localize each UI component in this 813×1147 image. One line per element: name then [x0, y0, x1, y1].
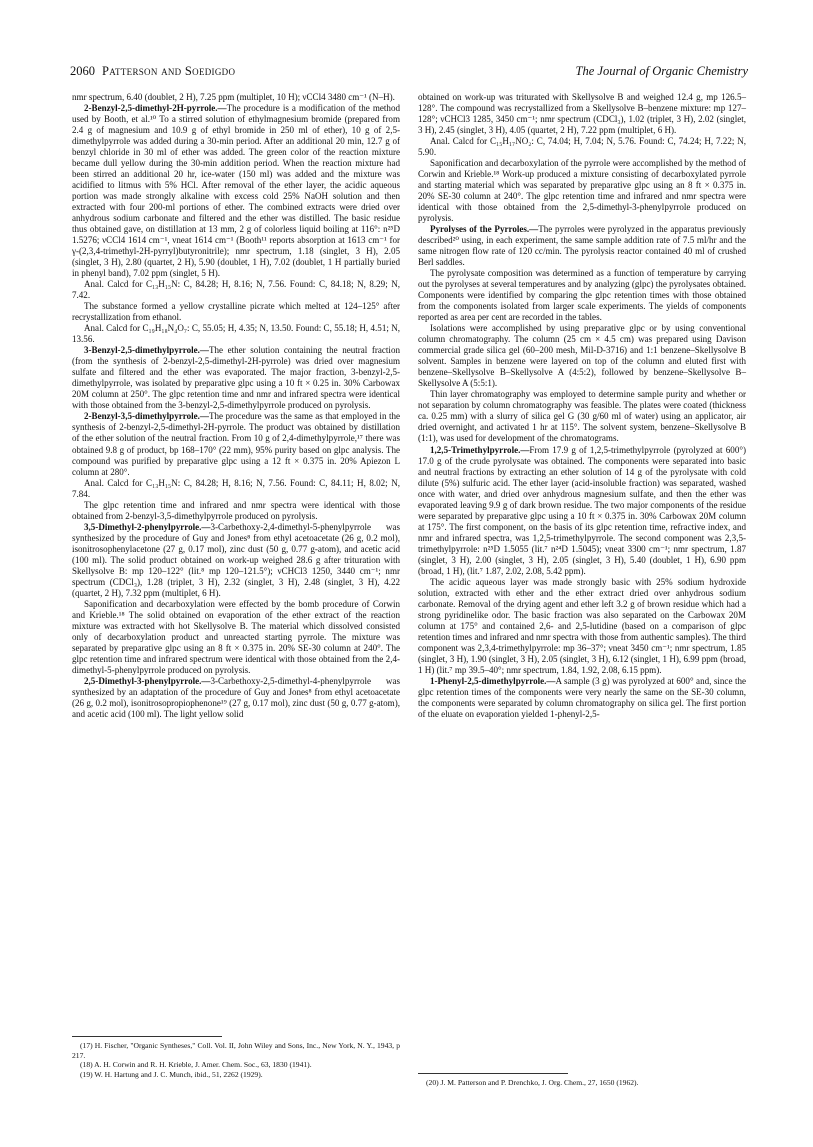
- paragraph-text: 3-Carbethoxy-2,4-dimethyl-5-phenylpyrrole was synthesized by the procedure of Guy and Jones⁸ from ethyl acetoacetate (26 g, 0.2 mol), isonitrosophenylacetone (27 g, 0.17 mol), zinc dust (50 g, 0.77 g-atom), and acetic acid (100 ml). The solid product obtained on work-up weighed 28.6 g after trituration with Skellysolve B: mp 120–122° (lit.⁸ mp 120–121.5°); νCHCl3 1250, 3440 cm⁻¹; nmr spectrum (CDCl₃), 1.28 (triplet, 3 H), 2.32 (singlet, 3 H), 2.48 (singlet, 3 H), 4.22 (quartet, 2 H), 7.32 ppm (multiplet, 6 H).: [72, 521, 400, 598]
- paragraph-text: Anal. Calcd for C₁₉H₁₈N₄O₇: C, 55.05; H, 4.35; N, 13.50. Found: C, 55.18; H, 4.51; N, 13.56.: [72, 323, 400, 345]
- paragraph: [418, 323, 746, 389]
- paragraph-text: From 17.9 g of 1,2,5-trimethylpyrrole (pyrolyzed at 600°) 17.0 g of the crude pyrolysate was obtained. The components were separated into basic and neutral fractions by extracting an ether solution of 14 g of the pyrolysate with cold dilute (5%) sulfuric acid. The ether layer (acid-insoluble fraction) was separated, washed once with water, and dried over anhydrous magnesium sulfate, and then the ether was evaporated leaving 9.9 g of dark brown residue. The two major components of the residue were separated by preparative glpc using a 10 ft × 0.375 in. 30% Carbowax 20M column at 175°. The first component, on the basis of its glpc retention time, refractive index, and nmr and infrared spectra, was 1,2,5-trimethylpyrrole. The second component was 2,3,5-trimethylpyrrole: n²⁵D 1.5055 (lit.⁷ n²⁴D 1.5045); νneat 3300 cm⁻¹; nmr spectrum, 1.87 (singlet, 3 H), 2.00 (singlet, 3 H), 2.05 (singlet, 3 H), 5.40 (doublet, 1 H), 6.90 ppm (broad, 1 H), (lit.⁷ 1.87, 2.02, 2.08, 5.42 ppm).: [418, 444, 746, 576]
- paragraph: [72, 599, 400, 676]
- paragraph-text: Anal. Calcd for C₁₃H₁₅N: C, 84.28; H, 8.16; N, 7.56. Found: C, 84.11; H, 8.02; N, 7.84.: [72, 477, 400, 499]
- footnote: (18) A. H. Corwin and R. H. Krieble, J. Amer. Chem. Soc., 63, 1830 (1941).: [80, 1060, 312, 1070]
- section-heading: 1-Phenyl-2,5-dimethylpyrrole.—: [430, 675, 556, 686]
- paragraph: [72, 478, 400, 500]
- paragraph-text: Anal. Calcd for C₁₅H₁₇NO₂: C, 74.04; H, 7.04; N, 5.76. Found: C, 74.24; H, 7.22; N, 5.90.: [418, 136, 746, 158]
- footnote-rule-left: [72, 1036, 222, 1037]
- paragraph: [72, 500, 400, 522]
- paragraph: [72, 92, 400, 103]
- paragraph-text: The acidic aqueous layer was made strongly basic with 25% sodium hydroxide solution, extracted with ether and the ether extract dried over anhydrous sodium carbonate. Removal of the drying agent and ether left 3.2 g of brown residue which had a strong pyridinelike odor. The basic fraction was also separated on the Carbowax 20M column at 175° and contained 2,6- and 2,5-lutidine (based on a comparison of glpc retention times and infrared and nmr spectra with those from authentic samples). The third component was 2,3,4-trimethylpyrrole: mp 36–37°; νneat 3450 cm⁻¹; nmr spectrum, 1.85 (singlet, 3 H), 1.90 (singlet, 3 H), 2.05 (singlet, 3 H), 6.12 (singlet, 1 H), 6.99 ppm (broad, 1 H) (lit.⁷ mp 39.5–40°; nmr spectrum, 1.84, 1.92, 2.08, 6.15 ppm).: [418, 576, 746, 675]
- paragraph: [418, 445, 746, 577]
- left-column: [72, 92, 400, 720]
- section-heading: 2,5-Dimethyl-3-phenylpyrrole.—: [84, 675, 211, 686]
- footnotes-left: [72, 1041, 400, 1079]
- footnote-rule-right: [418, 1073, 568, 1074]
- footnote: (19) W. H. Hartung and J. C. Munch, ibid., 51, 2262 (1929).: [80, 1069, 263, 1079]
- paragraph: [418, 92, 746, 136]
- paragraph: [72, 345, 400, 411]
- paragraph: [72, 323, 400, 345]
- right-column: [418, 92, 746, 720]
- section-heading: 2-Benzyl-2,5-dimethyl-2H-pyrrole.—: [84, 103, 227, 114]
- section-heading: 1,2,5-Trimethylpyrrole.—: [430, 444, 530, 455]
- journal-name: The Journal of Organic Chemistry: [575, 64, 748, 78]
- paragraph: [418, 158, 746, 224]
- paragraph-text: The pyrroles were pyrolyzed in the apparatus previously described²⁰ using, in each experiment, the same sample addition rate of 7.5 ml/hr and the same nitrogen flow rate of 120 cc/min. The pyrolysis reactor contained 40 ml of crushed Berl saddles.: [418, 224, 746, 268]
- paragraph-text: Saponification and decarboxylation were effected by the bomb procedure of Corwin and Krieble.¹⁸ The solid obtained on evaporation of the ether extract of the reaction mixture was extracted with hot Skellysolve B. The material which dissolved consisted only of decarboxylation product and unreacted starting pyrrole. The mixture was separated by preparative glpc using an 8 ft × 0.375 in. 20% SE-30 column at 240°. The glpc retention time and infrared spectrum were identical with those obtained from the 2,4-dimethyl-5-phenylpyrrole produced on pyrolysis.: [72, 598, 400, 675]
- section-heading: Pyrolyses of the Pyrroles.—: [430, 224, 539, 235]
- paragraph-text: nmr spectrum, 6.40 (doublet, 2 H), 7.25 ppm (multiplet, 10 H); νCCl4 3480 cm⁻¹ (N–H).: [72, 92, 395, 102]
- paragraph-text: 3-Carbethoxy-2,5-dimethyl-4-phenylpyrrole was synthesized by an adaptation of the procedure of Guy and Jones⁸ from ethyl acetoacetate (26 g, 0.2 mol), isonitrosopropiophenone¹⁹ (27 g, 0.17 mol), zinc dust (50 g, 0.77 g-atom), and acetic acid (100 ml). The light yellow solid: [72, 675, 400, 719]
- paragraph-text: obtained on work-up was triturated with Skellysolve B and weighed 12.4 g, mp 126.5–128°. The compound was recrystallized from a Skellysolve B–benzene mixture: mp 127–128°; νCHCl3 1285, 3450 cm⁻¹; nmr spectrum (CDCl₃), 1.02 (triplet, 3 H), 2.02 (singlet, 3 H), 2.45 (singlet, 3 H), 4.05 (quartet, 2 H), 7.22 ppm (multiplet, 6 H).: [418, 92, 746, 136]
- paragraph: [418, 224, 746, 268]
- paragraph: [418, 676, 746, 720]
- section-heading: 3-Benzyl-2,5-dimethylpyrrole.—: [84, 345, 209, 356]
- paragraph-text: The ether solution containing the neutral fraction (from the synthesis of 2-benzyl-2,5-dimethyl-2H-pyrrole) was dried over magnesium sulfate and filtered and the ether was evaporated. The major fraction, 3-benzyl-2,5-dimethylpyrrole, was isolated by preparative glpc using a 10 ft × 0.25 in. 30% Carbowax 20M column at 250°. The glpc retention time and nmr and infrared spectra were identical with those obtained from the 3-benzyl-2,5-dimethylpyrrole produced on pyrolysis.: [72, 345, 400, 411]
- paragraph: [72, 279, 400, 301]
- paragraph: [418, 136, 746, 158]
- paragraph-text: Isolations were accomplished by using preparative glpc or by using conventional column chromatography. The column (25 cm × 4.5 cm) was prepared using Davison commercial grade silica gel (60–200 mesh, Mil-D-3716) and 1:1 benzene–Skellysolve B solvent. Samples in benzene were layered on top of the column and eluted first with benzene–Skellysolve B–Skellysolve A (4:5:2), followed by benzene–Skellysolve B–Skellysolve A (5:5:1).: [418, 323, 746, 389]
- running-header: [70, 64, 748, 82]
- paragraph: [418, 577, 746, 676]
- paragraph-text: The glpc retention time and infrared and nmr spectra were identical with those obtained from 2-benzyl-3,5-dimethylpyrrole produced on pyrolysis.: [72, 499, 400, 521]
- paragraph: [418, 268, 746, 323]
- paragraph: [418, 389, 746, 444]
- running-head-authors: Patterson and Soedigdo: [102, 64, 236, 78]
- paragraph: [72, 411, 400, 477]
- paragraph-text: The pyrolysate composition was determined as a function of temperature by carrying out the pyrolyses at several temperatures and by analyzing (glpc) the pyrolysates obtained. Components were identified by comparing the glpc retention times with those obtained from the components isolated from larger scale experiments. The yields of components reported as area per cent are recorded in the tables.: [418, 268, 746, 323]
- footnote: (17) H. Fischer, "Organic Syntheses," Coll. Vol. II, John Wiley and Sons, Inc., New York, N. Y., 1943, p 217.: [72, 1041, 400, 1060]
- section-heading: 3,5-Dimethyl-2-phenylpyrrole.—: [84, 521, 211, 532]
- paragraph-text: Saponification and decarboxylation of the pyrrole were accomplished by the method of Corwin and Krieble.¹⁸ Work-up produced a mixture consisting of decarboxylated pyrrole and starting material which was separated by preparative glpc using an 8 ft × 0.375 in. 20% SE-30 column at 240°. The glpc retention time and infrared and nmr spectra were identical with those obtained from the 2,5-dimethyl-3-phenylpyrrole produced on pyrolysis.: [418, 158, 746, 224]
- paragraph: [72, 103, 400, 279]
- paragraph: [72, 522, 400, 599]
- paragraph-text: The procedure is a modification of the method used by Booth, et al.¹⁰ To a stirred solution of ethylmagnesium bromide (prepared from 2.4 g of magnesium and 10.9 g of ethyl bromide in 250 ml of ether), 10 g of 2,5-dimethylpyrrole was added during a 30-min period. After an additional 20 min, 12.7 g of benzyl chloride in 30 ml of ether was added. The green color of the reaction mixture became dull yellow during the 30-min addition period. When the reaction mixture had been stirred an additional 20 hr, ice-water (150 ml) was added and the mixture was acidified to litmus with 5% HCl. After removal of the ether layer, the acidic aqueous portion was made strongly alkaline with excess cold 25% NaOH solution and then extracted with four 200-ml portions of ether. The combined extracts were dried over anhydrous sodium carbonate and filtered and the ether was distilled. The basic residue thus obtained gave, on distillation at 13 mm, 2 g of colorless liquid boiling at 116°: n²⁵D 1.5276; νCCl4 1614 cm⁻¹, νneat 1614 cm⁻¹ (Booth¹¹ reports absorption at 1613 cm⁻¹ for γ-(2,3,4-trimethyl-2H-pyrryl)butyronitrile); nmr spectrum, 1.18 (singlet, 3 H), 2.05 (singlet, 3 H), 2.80 (quartet, 2 H), 5.90 (doublet, 1 H), 7.02 (doublet, 1 H partially buried in phenyl band), 7.02 ppm (singlet, 5 H).: [72, 103, 400, 279]
- paragraph-text: Thin layer chromatography was employed to determine sample purity and whether or not separation by column chromatography was feasible. The plates were coated (thickness ca. 0.25 mm) with a slurry of silica gel G (30 g/60 ml of water) using an applicator, air dried overnight, and activated 1 hr at 115°. The solvent system, benzene–Skellysolve B (1:1), was used for development of the chromatograms.: [418, 389, 746, 444]
- paragraph-text: Anal. Calcd for C₁₃H₁₅N: C, 84.28; H, 8.16; N, 7.56. Found: C, 84.18; N, 8.29; N, 7.42.: [72, 279, 400, 301]
- paragraph: [72, 301, 400, 323]
- paragraph: [72, 676, 400, 720]
- paragraph-text: The substance formed a yellow crystalline picrate which melted at 124–125° after recrystallization from ethanol.: [72, 301, 400, 323]
- paragraph-text: A sample (3 g) was pyrolyzed at 600° and, since the glpc retention times of the components were very nearly the same on the SE-30 column, the components were separated by column chromatography on silica gel. The first portion of the eluate on evaporation yielded 1-phenyl-2,5-: [418, 675, 746, 719]
- page-number: 2060: [70, 64, 95, 78]
- footnotes-right: [418, 1078, 746, 1088]
- section-heading: 2-Benzyl-3,5-dimethylpyrrole.—: [84, 411, 209, 422]
- footnote: (20) J. M. Patterson and P. Drenchko, J. Org. Chem., 27, 1650 (1962).: [426, 1078, 639, 1087]
- paragraph-text: The procedure was the same as that employed in the synthesis of 2-benzyl-2,5-dimethyl-2H-pyrrole. The product was obtained by distillation of the ether solution of the neutral fraction. From 10 g of 2,4-dimethylpyrrole,¹⁷ there was obtained 9.8 g of product, bp 168–170° (22 mm), 95% purity based on glpc analysis. The compound was purified by preparative glpc using a 12 ft × 0.375 in. 20% Apiezon L column at 280°.: [72, 411, 400, 477]
